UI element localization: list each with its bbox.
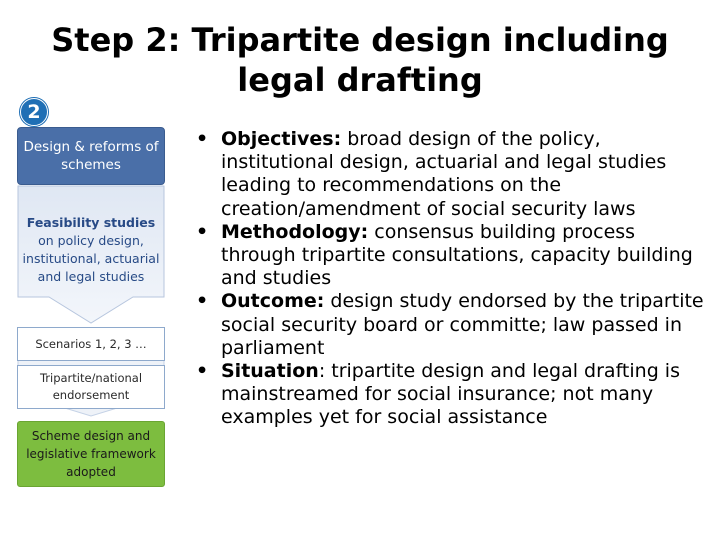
- bullet-methodology: [190, 221, 710, 291]
- title-line-2: legal drafting: [237, 61, 483, 99]
- bullet-label: Situation: [221, 360, 319, 383]
- design-reforms-box: Design & reforms of schemes: [17, 127, 165, 185]
- bullet-text: consensus building process through tripartite consultations, capacity building and studies: [221, 220, 693, 290]
- bullet-marker: •: [196, 360, 209, 383]
- bullet-list: [190, 128, 710, 430]
- bullet-text: : tripartite design and legal drafting is mainstreamed for social insurance; not many examples yet for social assistance: [221, 360, 680, 429]
- bullet-marker: •: [196, 290, 209, 313]
- bullet-marker: •: [196, 128, 209, 150]
- feasibility-studies-text: [17, 195, 165, 305]
- bullet-text: design study endorsed by the tripartite social security board or committe; law passed in parliament: [221, 290, 704, 359]
- bullet-situation: [190, 360, 710, 430]
- slide-title: [40, 20, 680, 100]
- step-number-badge: 2: [20, 98, 48, 126]
- title-line-1: Step 2: Tripartite design including: [51, 21, 669, 59]
- scenarios-box: Scenarios 1, 2, 3 …: [17, 327, 165, 361]
- bullet-label: Outcome:: [221, 290, 325, 313]
- bullet-outcome: [190, 290, 710, 360]
- bullet-label: Objectives:: [221, 128, 342, 150]
- feasibility-detail: on policy design, institutional, actuarial and legal studies: [22, 233, 160, 284]
- endorsement-box: Tripartite/national endorsement: [17, 365, 165, 409]
- scheme-adopted-box: Scheme design and legislative framework adopted: [17, 421, 165, 487]
- bullet-label: Methodology:: [221, 220, 369, 243]
- bullet-text: broad design of the policy, institutional design, actuarial and legal studies leading to recommendations on the creation/amendment of social security laws: [221, 128, 667, 220]
- bullet-marker: •: [196, 220, 209, 243]
- feasibility-label: Feasibility studies: [26, 215, 156, 230]
- bullet-objectives: [190, 128, 710, 221]
